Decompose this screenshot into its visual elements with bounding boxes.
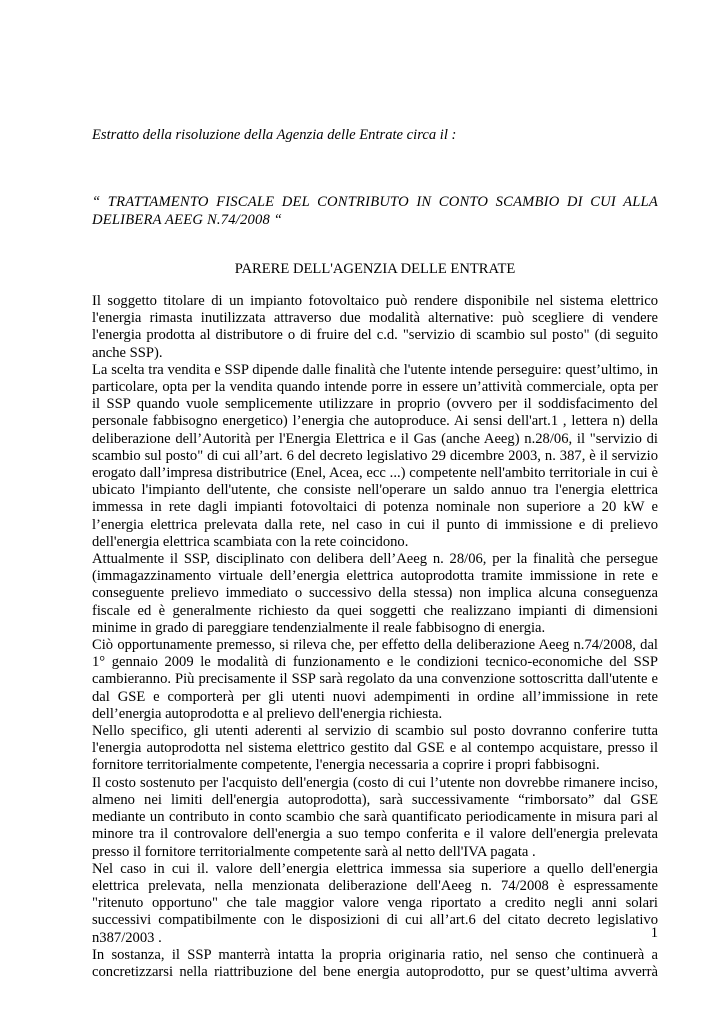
paragraph: La scelta tra vendita e SSP dipende dalle finalità che l'utente intende perseguire: quest’ultimo, in particolare, opta per la vendita quando intende porre in essere un’attività commerciale, opta per il SSP quando vuole semplicemente utilizzare in proprio (ovvero per il soddisfacimento del personale fabbisogno energetico) l’energia che autoproduce. Ai sensi dell'art.1 , lettera n) della deliberazione dell’Autorità per l'Energia Elettrica e il Gas (anche Aeeg) n.28/06, il "servizio di scambio sul posto" di cui all’art. 6 del decreto legislativo 29 dicembre 2003, n. 387, è il servizio erogato dall’impresa distributrice (Enel, Acea, ecc ...) competente nell'ambito territoriale in cui è ubicato l'impianto dell'utente, che consiste nell'operare un saldo annuo tra l'energia elettrica immessa in rete dagli impianti fotovoltaici di potenza nominale non superiore a 20 kW e l’energia elettrica prelevata dalla rete, nel caso in cui il punto di immissione e di prelievo dell'energia elettrica scambiata con la rete coincidono. [92, 361, 658, 550]
document-title: “ TRATTAMENTO FISCALE DEL CONTRIBUTO IN CONTO SCAMBIO DI CUI ALLA DELIBERA AEEG N.74/2008 “ [92, 194, 658, 228]
paragraph: Il costo sostenuto per l'acquisto dell'energia (costo di cui l’utente non dovrebbe rimanere inciso, almeno nei limiti dell'energia autoprodotta), sarà successivamente “rimborsato” dal GSE mediante un contributo in conto scambio che sarà quantificato periodicamente in misura pari al minore tra il controvalore dell'energia a suo tempo conferita e il valore dell'energia prelevata presso il fornitore territorialmente competente sarà al netto dell'IVA pagata . [92, 774, 658, 860]
paragraph: Attualmente il SSP, disciplinato con delibera dell’Aeeg n. 28/06, per la finalità che persegue (immagazzinamento virtuale dell’energia elettrica autoprodotta tramite immissione in rete e conseguente prelievo immediato o successivo della stessa) non implica alcuna conseguenza fiscale ed è generalmente richiesto da quei soggetti che realizzano impianti di dimensioni minime in grado di pareggiare tendenzialmente il reale fabbisogno di energia. [92, 551, 658, 636]
page-number: 1 [650, 925, 658, 941]
paragraph: Ciò opportunamente premesso, si rileva che, per effetto della deliberazione Aeeg n.74/2008, dal 1° gennaio 2009 le modalità di funzionamento e le condizioni tecnico-economiche del SSP cambieranno. Più precisamente il SSP sarà regolato da una convenzione sottoscritta dall'utente e dal GSE e comporterà per gli utenti nuovi adempimenti in ordine all’immissione in rete dell’energia autoprodotta e al prelievo dell'energia richiesta. [92, 637, 658, 722]
paragraph: Nello specifico, gli utenti aderenti al servizio di scambio sul posto dovranno conferire tutta l'energia autoprodotta nel sistema elettrico gestito dal GSE e al contempo acquistare, presso il fornitore territorialmente competente, l'energia necessaria a coprire i propri fabbisogni. [92, 723, 658, 774]
intro-line: Estratto della risoluzione della Agenzia delle Entrate circa il : [92, 127, 457, 143]
paragraph: In sostanza, il SSP manterrà intatta la propria originaria ratio, nel senso che continuerà a concretizzarsi nella riattribuzione del bene energia autoprodotto, pur se quest’ultima avverrà [92, 946, 658, 980]
section-heading: PARERE DELL'AGENZIA DELLE ENTRATE [234, 261, 516, 277]
paragraph: Nel caso in cui il. valore dell’energia elettrica immessa sia superiore a quello dell'energia elettrica prelevata, nella menzionata deliberazione dell'Aeeg n. 74/2008 è espressamente "ritenuto opportuno" che tale maggior valore venga riportato a credito negli anni solari successivi compatibilmente con le disposizioni di cui all’art.6 del citato decreto legislativo n387/2003 . [92, 860, 658, 946]
paragraph: Il soggetto titolare di un impianto fotovoltaico può rendere disponibile nel sistema elettrico l'energia rimasta inutilizzata attraverso due modalità alternative: può scegliere di vendere l'energia prodotta al distributore o di fruire del c.d. "servizio di scambio sul posto" (di seguito anche SSP). [92, 293, 658, 361]
body-text [92, 293, 658, 981]
